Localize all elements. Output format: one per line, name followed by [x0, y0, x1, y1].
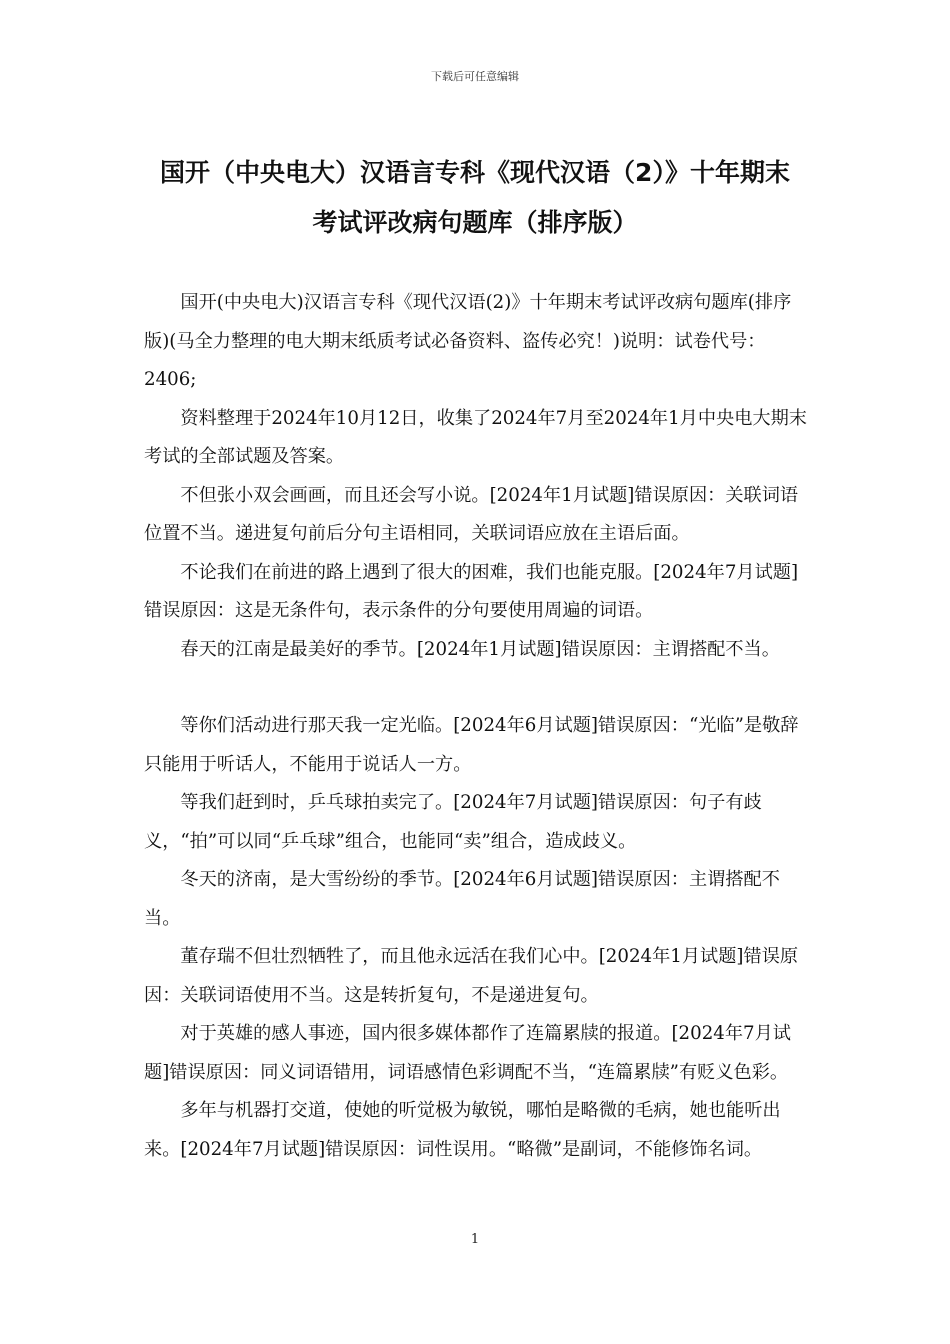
- paragraph-item: 不但张小双会画画，而且还会写小说。[2024年1月试题]错误原因：关联词语位置不当。递进复句前后分句主语相同，关联词语应放在主语后面。: [144, 484, 799, 544]
- paragraph-item: 不论我们在前进的路上遇到了很大的困难，我们也能克服。[2024年7月试题]错误原因：这是无条件句，表示条件的分句要使用周遍的词语。: [144, 561, 799, 621]
- page-number: 1: [470, 1232, 480, 1247]
- paragraph-item: 冬天的济南，是大雪纷纷的季节。[2024年6月试题]错误原因：主谓搭配不当。: [144, 869, 780, 929]
- paragraph-item: 等你们活动进行那天我一定光临。[2024年6月试题]错误原因：“光临”是敬辞只能用于听话人，不能用于说话人一方。: [144, 715, 799, 775]
- paragraph-item: 春天的江南是最美好的季节。[2024年1月试题]错误原因：主谓搭配不当。: [180, 638, 780, 660]
- paragraph-item: 多年与机器打交道，使她的听觉极为敏锐，哪怕是略微的毛病，她也能听出来。[2024年7月试题]错误原因：词性误用。“略微”是副词，不能修饰名词。: [144, 1100, 781, 1160]
- page-header-note: 下载后可任意编辑: [431, 70, 519, 83]
- paragraph-item: 董存瑞不但壮烈牺牲了，而且他永远活在我们心中。[2024年1月试题]错误原因：关联词语使用不当。这是转折复句，不是递进复句。: [144, 946, 799, 1006]
- paragraph-item: 对于英雄的感人事迹，国内很多媒体都作了连篇累牍的报道。[2024年7月试题]错误原因：同义词语错用，词语感情色彩调配不当，“连篇累牍”有贬义色彩。: [144, 1023, 791, 1083]
- document-title-line-2: 考试评改病句题库（排序版）: [312, 208, 638, 237]
- paragraph-item: 等我们赶到时，乒乓球拍卖完了。[2024年7月试题]错误原因：句子有歧义，“拍”可以同“乒乓球”组合，也能同“卖”组合，造成歧义。: [144, 792, 762, 852]
- paragraph-intro: 国开(中央电大)汉语言专科《现代汉语(2)》十年期末考试评改病句题库(排序版)(马全力整理的电大期末纸质考试必备资料、盗传必究！)说明：试卷代号：2406;: [144, 292, 792, 390]
- paragraph-collection-note: 资料整理于2024年10月12日，收集了2024年7月至2024年1月中央电大期末考试的全部试题及答案。: [144, 407, 807, 467]
- document-body: [144, 284, 808, 1169]
- document-title-line-1: 国开（中央电大）汉语言专科《现代汉语（2）》十年期末: [160, 158, 790, 187]
- document-title: [100, 148, 850, 248]
